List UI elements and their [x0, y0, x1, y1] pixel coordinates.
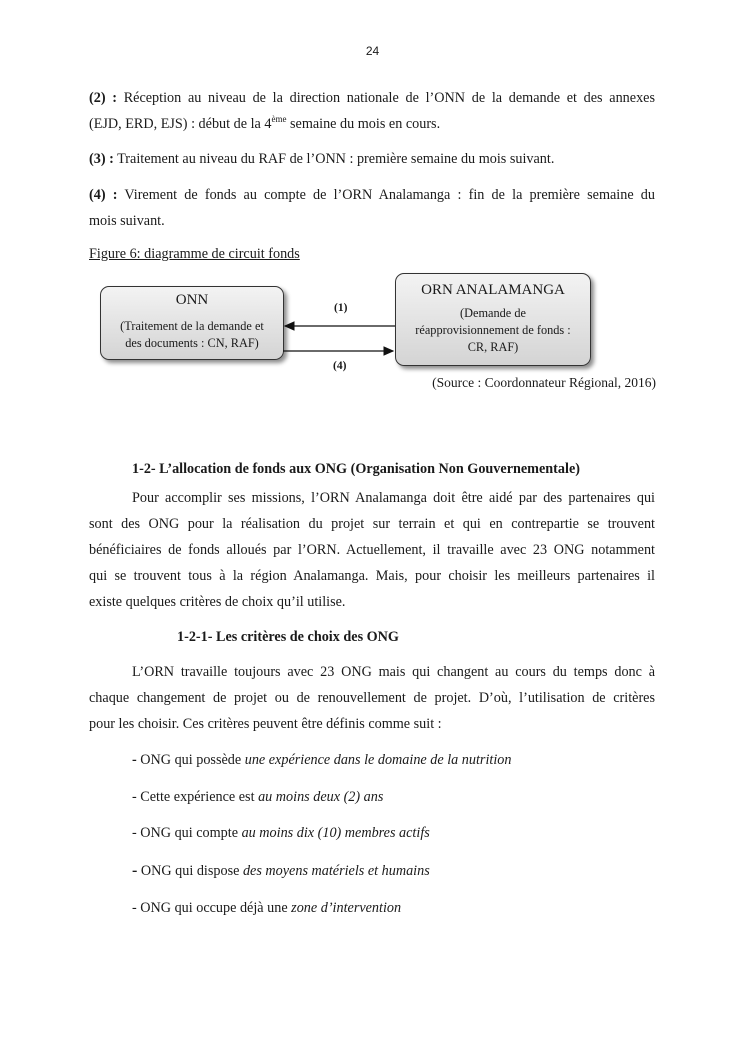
criterion-3-dash: -	[132, 825, 137, 841]
section2-line-3: pour les choisir. Ces critères peuvent être définis comme suit :	[89, 716, 442, 732]
criterion-5-dash: -	[132, 900, 137, 916]
arrow-4-label: (4)	[333, 360, 347, 372]
arrow-1-label: (1)	[334, 302, 348, 314]
section1-line-2: sont des ONG pour la réalisation du projet sur terrain et qui en contrepartie se trouvent	[89, 516, 655, 532]
criterion-3	[132, 825, 430, 842]
criterion-1-text: ONG qui possède	[136, 752, 245, 768]
criterion-1-dash: -	[132, 752, 137, 768]
orn-box-desc-1: (Demande de	[460, 306, 526, 320]
item-2-superscript: ème	[271, 114, 287, 124]
item-3-number: (3) :	[89, 151, 114, 167]
onn-box-title: ONN	[175, 292, 209, 308]
criterion-1	[132, 752, 511, 769]
item-4-line2: mois suivant.	[89, 213, 165, 229]
criterion-5	[132, 900, 401, 917]
onn-box-desc-2: des documents : CN, RAF)	[125, 336, 259, 350]
section1-line-5: existe quelques critères de choix qu’il utilise.	[89, 594, 346, 610]
criterion-2-text: Cette expérience est	[136, 789, 259, 805]
figure-title: Figure 6: diagramme de circuit fonds	[89, 246, 300, 262]
criterion-5-italic: zone d’intervention	[291, 900, 402, 916]
item-3-text: Traitement au niveau du RAF de l’ONN : première semaine du mois suivant.	[117, 151, 555, 167]
criterion-2-italic: au moins deux (2) ans	[258, 789, 384, 805]
figure-source: (Source : Coordonnateur Régional, 2016)	[432, 375, 656, 390]
section-heading-1-2-1: 1-2-1- Les critères de choix des ONG	[177, 629, 399, 645]
item-2-number: (2) :	[89, 90, 117, 106]
section-heading-1-2: 1-2- L’allocation de fonds aux ONG (Organisation Non Gouvernementale)	[132, 461, 580, 477]
item-2-text-cont: (EJD, ERD, EJS) : début de la 4	[89, 116, 272, 132]
criterion-2-dash: -	[132, 789, 137, 805]
item-2-text-end: semaine du mois en cours.	[286, 116, 441, 132]
item-3	[89, 146, 655, 172]
section1-line-1: Pour accomplir ses missions, l’ORN Analamanga doit être aidé par des partenaires qui	[132, 490, 655, 506]
criterion-4-text: ONG qui dispose	[137, 863, 243, 879]
onn-box-desc-1: (Traitement de la demande et	[120, 319, 264, 333]
item-4-text: Virement de fonds au compte de l’ORN Analamanga : fin de la première semaine du	[124, 187, 655, 203]
item-2-text: Réception au niveau de la direction nationale de l’ONN de la demande et des annexes	[123, 90, 655, 106]
item-4-number: (4) :	[89, 187, 118, 203]
item-4-line1	[89, 182, 655, 208]
section1-line-4: qui se trouvent tous à la région Analamanga. Mais, pour choisir les meilleurs partenaires il	[89, 568, 655, 584]
section1-line-3: bénéficiaires de fonds alloués par l’ORN. Actuellement, il travaille avec 23 ONG notamment	[89, 542, 655, 558]
criterion-1-italic: une expérience dans le domaine de la nutrition	[244, 752, 512, 768]
item-2-line1	[89, 85, 655, 111]
item-2-line2	[89, 111, 655, 137]
criterion-4-italic: des moyens matériels et humains	[242, 863, 430, 879]
criterion-3-text: ONG qui compte	[136, 825, 242, 841]
criterion-5-text: ONG qui occupe déjà une	[136, 900, 292, 916]
orn-box	[395, 273, 591, 366]
onn-box	[100, 286, 284, 360]
criterion-3-italic: au moins dix (10) membres actifs	[241, 825, 430, 841]
criterion-4-dash: -	[132, 862, 138, 879]
criterion-4	[132, 862, 430, 880]
section2-line-2: chaque changement de projet ou de renouvellement de projet. D’où, l’utilisation de critères	[89, 690, 655, 706]
criterion-2	[132, 789, 383, 806]
orn-box-title: ORN ANALAMANGA	[421, 282, 565, 298]
orn-box-desc-3: CR, RAF)	[467, 340, 519, 354]
orn-box-desc-2: réapprovisionnement de fonds :	[415, 323, 571, 337]
page-number: 24	[365, 44, 380, 58]
section2-line-1: L’ORN travaille toujours avec 23 ONG mais qui changent au cours du temps donc à	[132, 664, 655, 680]
